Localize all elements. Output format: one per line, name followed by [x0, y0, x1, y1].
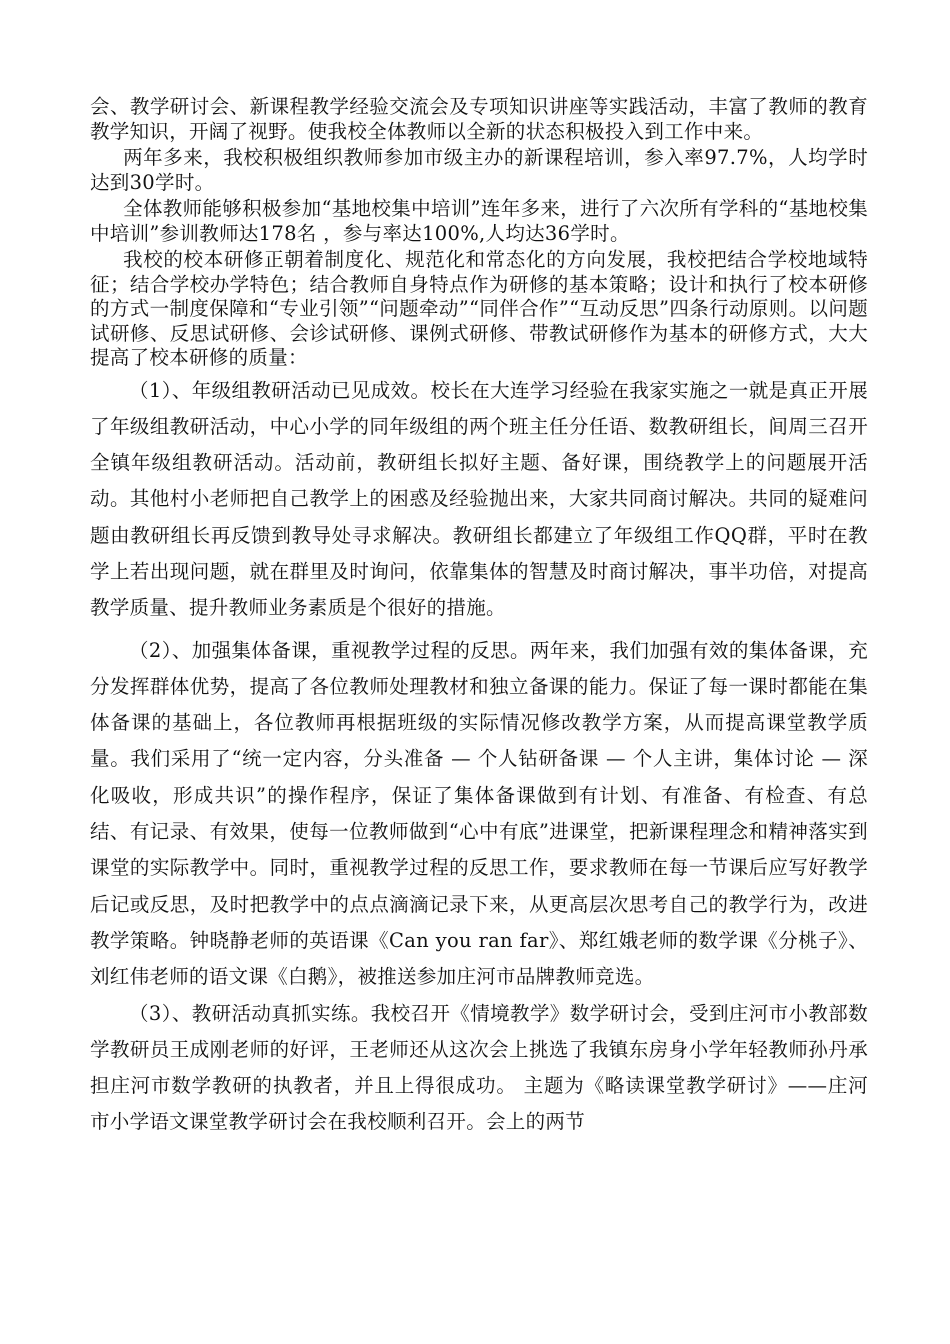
paragraph-base-school-training: 全体教师能够积极参加“基地校集中培训”连年多来，进行了六次所有学科的“基地校集中培训”参训教师达178名 ，参与率达100%,人均达36学时。 [90, 197, 868, 245]
paragraph-school-based-research: 我校的校本研修正朝着制度化、规范化和常态化的方向发展，我校把结合学校地域特征；结合学校办学特色；结合教师自身特点作为研修的基本策略；设计和执行了校本研修的方式一制度保障和“专业引领”“问题牵动”“同伴合作”“互动反思”四条行动原则。以问题试研修、反思试研修、会诊试研修、课例式研修、带教试研修作为基本的研修方式，大大提高了校本研修的质量： [90, 248, 868, 369]
paragraph-research-activities: （3）、教研活动真抓实练。我校召开《情境教学》数学研讨会，受到庄河市小教部数学教研员王成刚老师的好评，王老师还从这次会上挑选了我镇东房身小学年轻教师孙丹承担庄河市数学教研的执教者，并且上得很成功。 主题为《略读课堂教学研讨》——庄河市小学语文课堂教学研讨会在我校顺利召开。会上的两节 [90, 1001, 868, 1134]
paragraph-grade-group-research: （1）、年级组教研活动已见成效。校长在大连学习经验在我家实施之一就是真正开展了年级组教研活动，中心小学的同年级组的两个班主任分任语、数教研组长，间周三召开全镇年级组教研活动。活动前，教研组长拟好主题、备好课，围绕教学上的问题展开活动。其他村小老师把自己教学上的困惑及经验抛出来，大家共同商讨解决。共同的疑难问题由教研组长再反馈到教导处寻求解决。教研组长都建立了年级组工作QQ群，平时在教学上若出现问题，就在群里及时询问，依靠集体的智慧及时商讨解决，事半功倍，对提高教学质量、提升教师业务素质是个很好的措施。 [90, 378, 868, 620]
document-page [90, 95, 868, 1141]
paragraph-municipal-training: 两年多来，我校积极组织教师参加市级主办的新课程培训，参入率97.7%，人均学时达到30学时。 [90, 146, 868, 194]
paragraph-collective-lesson-prep: （2）、加强集体备课，重视教学过程的反思。两年来，我们加强有效的集体备课，充分发挥群体优势，提高了各位教师处理教材和独立备课的能力。保证了每一课时都能在集体备课的基础上，各位教师再根据班级的实际情况修改教学方案，从而提高课堂教学质量。我们采用了“统一定内容，分头准备 — 个人钻研备课 — 个人主讲，集体讨论 — 深化吸收，形成共识”的操作程序，保证了集体备课做到有计划、有准备、有检查、有总结、有记录、有效果，使每一位教师做到“心中有底”进课堂，把新课程理念和精神落实到课堂的实际教学中。同时，重视教学过程的反思工作，要求教师在每一节课后应写好教学后记或反思，及时把教学中的点点滴滴记录下来，从更高层次思考自己的教学行为，改进教学策略。钟晓静老师的英语课《Can you ran far》、郑红娥老师的数学课《分桃子》、刘红伟老师的语文课《白鹅》，被推送参加庄河市品牌教师竞选。 [90, 638, 868, 989]
paragraph-training-activities: 会、教学研讨会、新课程教学经验交流会及专项知识讲座等实践活动，丰富了教师的教育教学知识，开阔了视野。使我校全体教师以全新的状态积极投入到工作中来。 [90, 95, 868, 143]
